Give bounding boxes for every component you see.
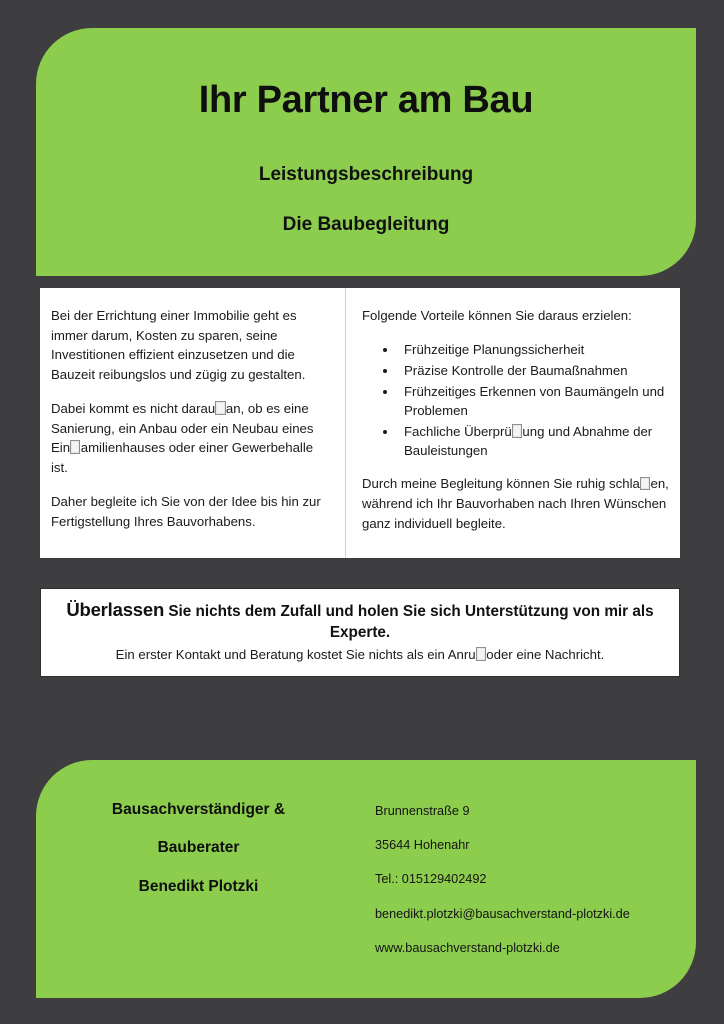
callout-subline: [55, 646, 665, 663]
missing-glyph-icon: [512, 424, 522, 437]
list-item: • Präzise Kontrolle der Baumaßnahmen: [398, 362, 670, 381]
footer-contact-block: [341, 796, 696, 998]
footer-identity-block: [36, 796, 341, 998]
header-panel: [36, 28, 696, 276]
benefits-closing: [362, 474, 670, 533]
contact-city: 35644 Hohenahr: [375, 838, 470, 853]
right-text-column: [348, 288, 680, 558]
left-text-column: [40, 288, 343, 558]
list-item: • Frühzeitiges Erkennen von Baumängeln und Problemen: [398, 383, 670, 420]
footer-person-name: Benedikt Plotzki: [138, 878, 259, 895]
page-title: Ihr Partner am Bau: [198, 79, 534, 121]
paragraph-2-segment-c: amilienhauses oder einer Gewerbehalle ist.: [51, 440, 314, 475]
bullet-4-segment-a: Fachliche Überprü: [404, 423, 512, 439]
callout-subline-segment-b: oder eine Nachricht.: [486, 646, 605, 662]
intro-paragraph-3: Daher begleite ich Sie von der Idee bis hin zur Fertigstellung Ihres Bauvorhabens.: [51, 494, 321, 529]
missing-glyph-icon: [70, 440, 80, 453]
benefits-list: [362, 341, 670, 461]
bullet-4-segment-b: ung und Abnahme der Bauleistungen: [404, 423, 653, 458]
footer-role-line-1: Bausachverständiger &: [111, 801, 286, 818]
callout-band: [40, 588, 680, 677]
closing-segment-b: en, während ich Ihr Bauvorhaben nach Ihren Wünschen ganz individuell begleite.: [362, 476, 669, 531]
footer-panel: [36, 760, 696, 998]
header-subtitle-secondary: Die Baubegleitung: [282, 213, 450, 235]
callout-subline-segment-a: Ein erster Kontakt und Beratung kostet Sie nichts als ein Anru: [115, 646, 476, 662]
closing-segment-a: Durch meine Begleitung können Sie ruhig schla: [362, 476, 640, 492]
missing-glyph-icon: [215, 401, 225, 414]
paragraph-2-segment-b: an, ob es eine Sanierung, ein Anbau oder ein Neubau eines Ein: [51, 401, 314, 456]
footer-role-line-2: Bauberater: [157, 838, 240, 856]
callout-lead-word: Überlassen: [66, 599, 165, 620]
callout-headline: [55, 598, 665, 643]
contact-phone[interactable]: Tel.: 015129402492: [375, 872, 487, 887]
contact-website[interactable]: www.bausachverstand-plotzki.de: [375, 940, 560, 955]
content-card: [40, 288, 680, 558]
contact-street: Brunnenstraße 9: [375, 804, 470, 818]
callout-headline-rest: Sie nichts dem Zufall und holen Sie sich Unterstützung von mir als Experte.: [164, 603, 654, 641]
intro-paragraph-2: [51, 399, 327, 477]
contact-email[interactable]: benedikt.plotzki@bausachverstand-plotzki.de: [375, 906, 630, 921]
list-item: • Frühzeitige Planungssicherheit: [398, 341, 670, 360]
missing-glyph-icon: [640, 477, 650, 490]
list-item: [398, 423, 670, 460]
column-divider: [343, 288, 348, 558]
header-subtitle-primary: Leistungsbeschreibung: [258, 163, 474, 185]
benefits-intro: Folgende Vorteile können Sie daraus erzielen:: [362, 308, 632, 323]
intro-paragraph-1: Bei der Errichtung einer Immobilie geht es immer darum, Kosten zu sparen, seine Investitionen effizient einzusetzen und die Bauzeit reibungslos und zügig zu gestalten.: [51, 308, 306, 382]
paragraph-2-segment-a: Dabei kommt es nicht darau: [51, 401, 216, 417]
missing-glyph-icon: [476, 647, 486, 660]
